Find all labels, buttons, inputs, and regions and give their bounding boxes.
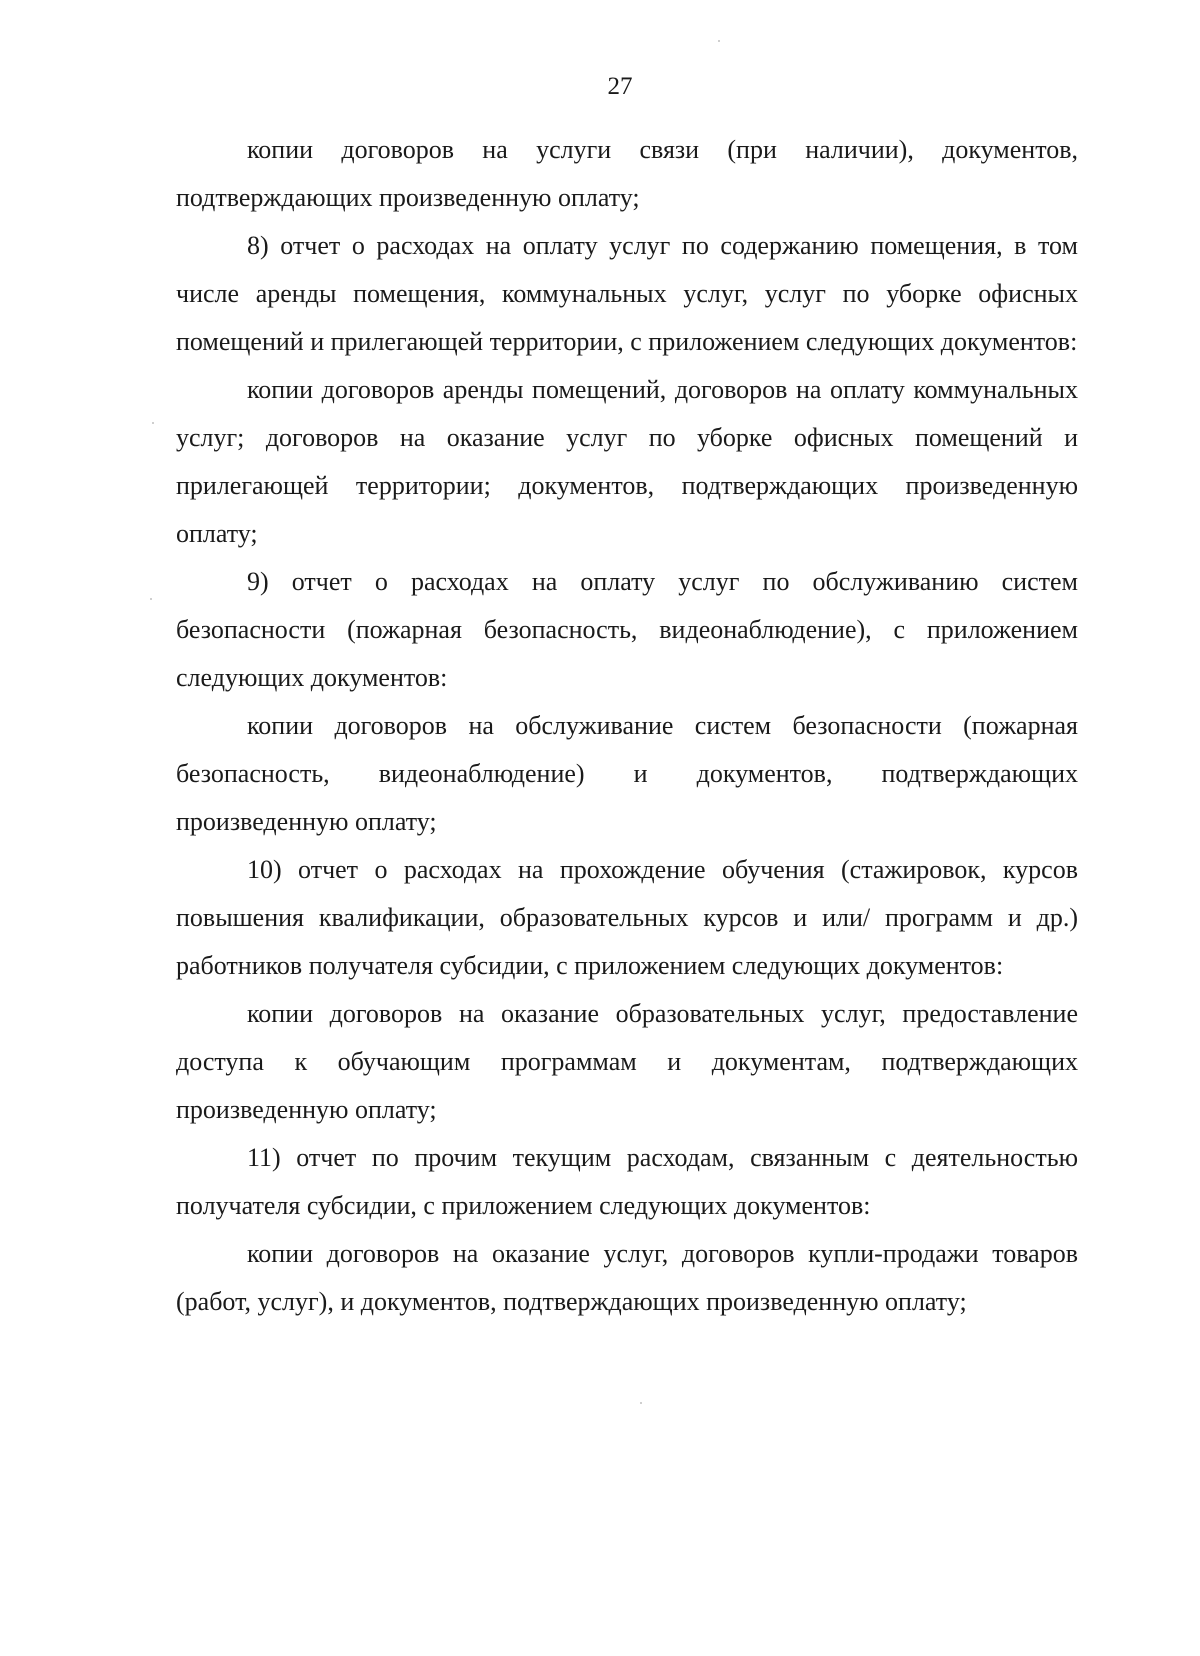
scan-artifact bbox=[718, 40, 720, 42]
scan-artifact bbox=[152, 422, 154, 424]
paragraph-item-8-premises-report: 8) отчет о расходах на оплату услуг по содержанию помещения, в том числе аренды помещения, коммунальных услуг, услуг по уборке офисных помещений и прилегающей территории, с приложением следующих документов: bbox=[176, 231, 1078, 356]
paragraph-premises-contracts: копии договоров аренды помещений, договоров на оплату коммунальных услуг; договоров на оказание услуг по уборке офисных помещений и прилегающей территории; документов, подтверждающих произведенную оплату; bbox=[176, 375, 1078, 548]
scan-artifact bbox=[150, 598, 152, 600]
page-number: 27 bbox=[607, 73, 633, 100]
scan-artifact bbox=[640, 1402, 642, 1404]
paragraph-education-contracts: копии договоров на оказание образовательных услуг, предоставление доступа к обучающим программам и документам, подтверждающих произведенную оплату; bbox=[176, 999, 1078, 1124]
document-body bbox=[176, 126, 1078, 1326]
paragraph-item-11-other-expenses-report: 11) отчет по прочим текущим расходам, связанным с деятельностью получателя субсидии, с приложением следующих документов: bbox=[176, 1143, 1078, 1220]
paragraph-security-contracts: копии договоров на обслуживание систем безопасности (пожарная безопасность, видеонаблюдение) и документов, подтверждающих произведенную оплату; bbox=[176, 711, 1078, 836]
paragraph-other-contracts: копии договоров на оказание услуг, договоров купли-продажи товаров (работ, услуг), и документов, подтверждающих произведенную оплату; bbox=[176, 1239, 1078, 1316]
paragraph-communication-contracts: копии договоров на услуги связи (при наличии), документов, подтверждающих произведенную оплату; bbox=[176, 135, 1078, 212]
paragraph-item-9-security-report: 9) отчет о расходах на оплату услуг по обслуживанию систем безопасности (пожарная безопасность, видеонаблюдение), с приложением следующих документов: bbox=[176, 567, 1078, 692]
paragraph-item-10-training-report: 10) отчет о расходах на прохождение обучения (стажировок, курсов повышения квалификации, образовательных курсов и или/ программ и др.) работников получателя субсидии, с приложением следующих документов: bbox=[176, 855, 1078, 980]
